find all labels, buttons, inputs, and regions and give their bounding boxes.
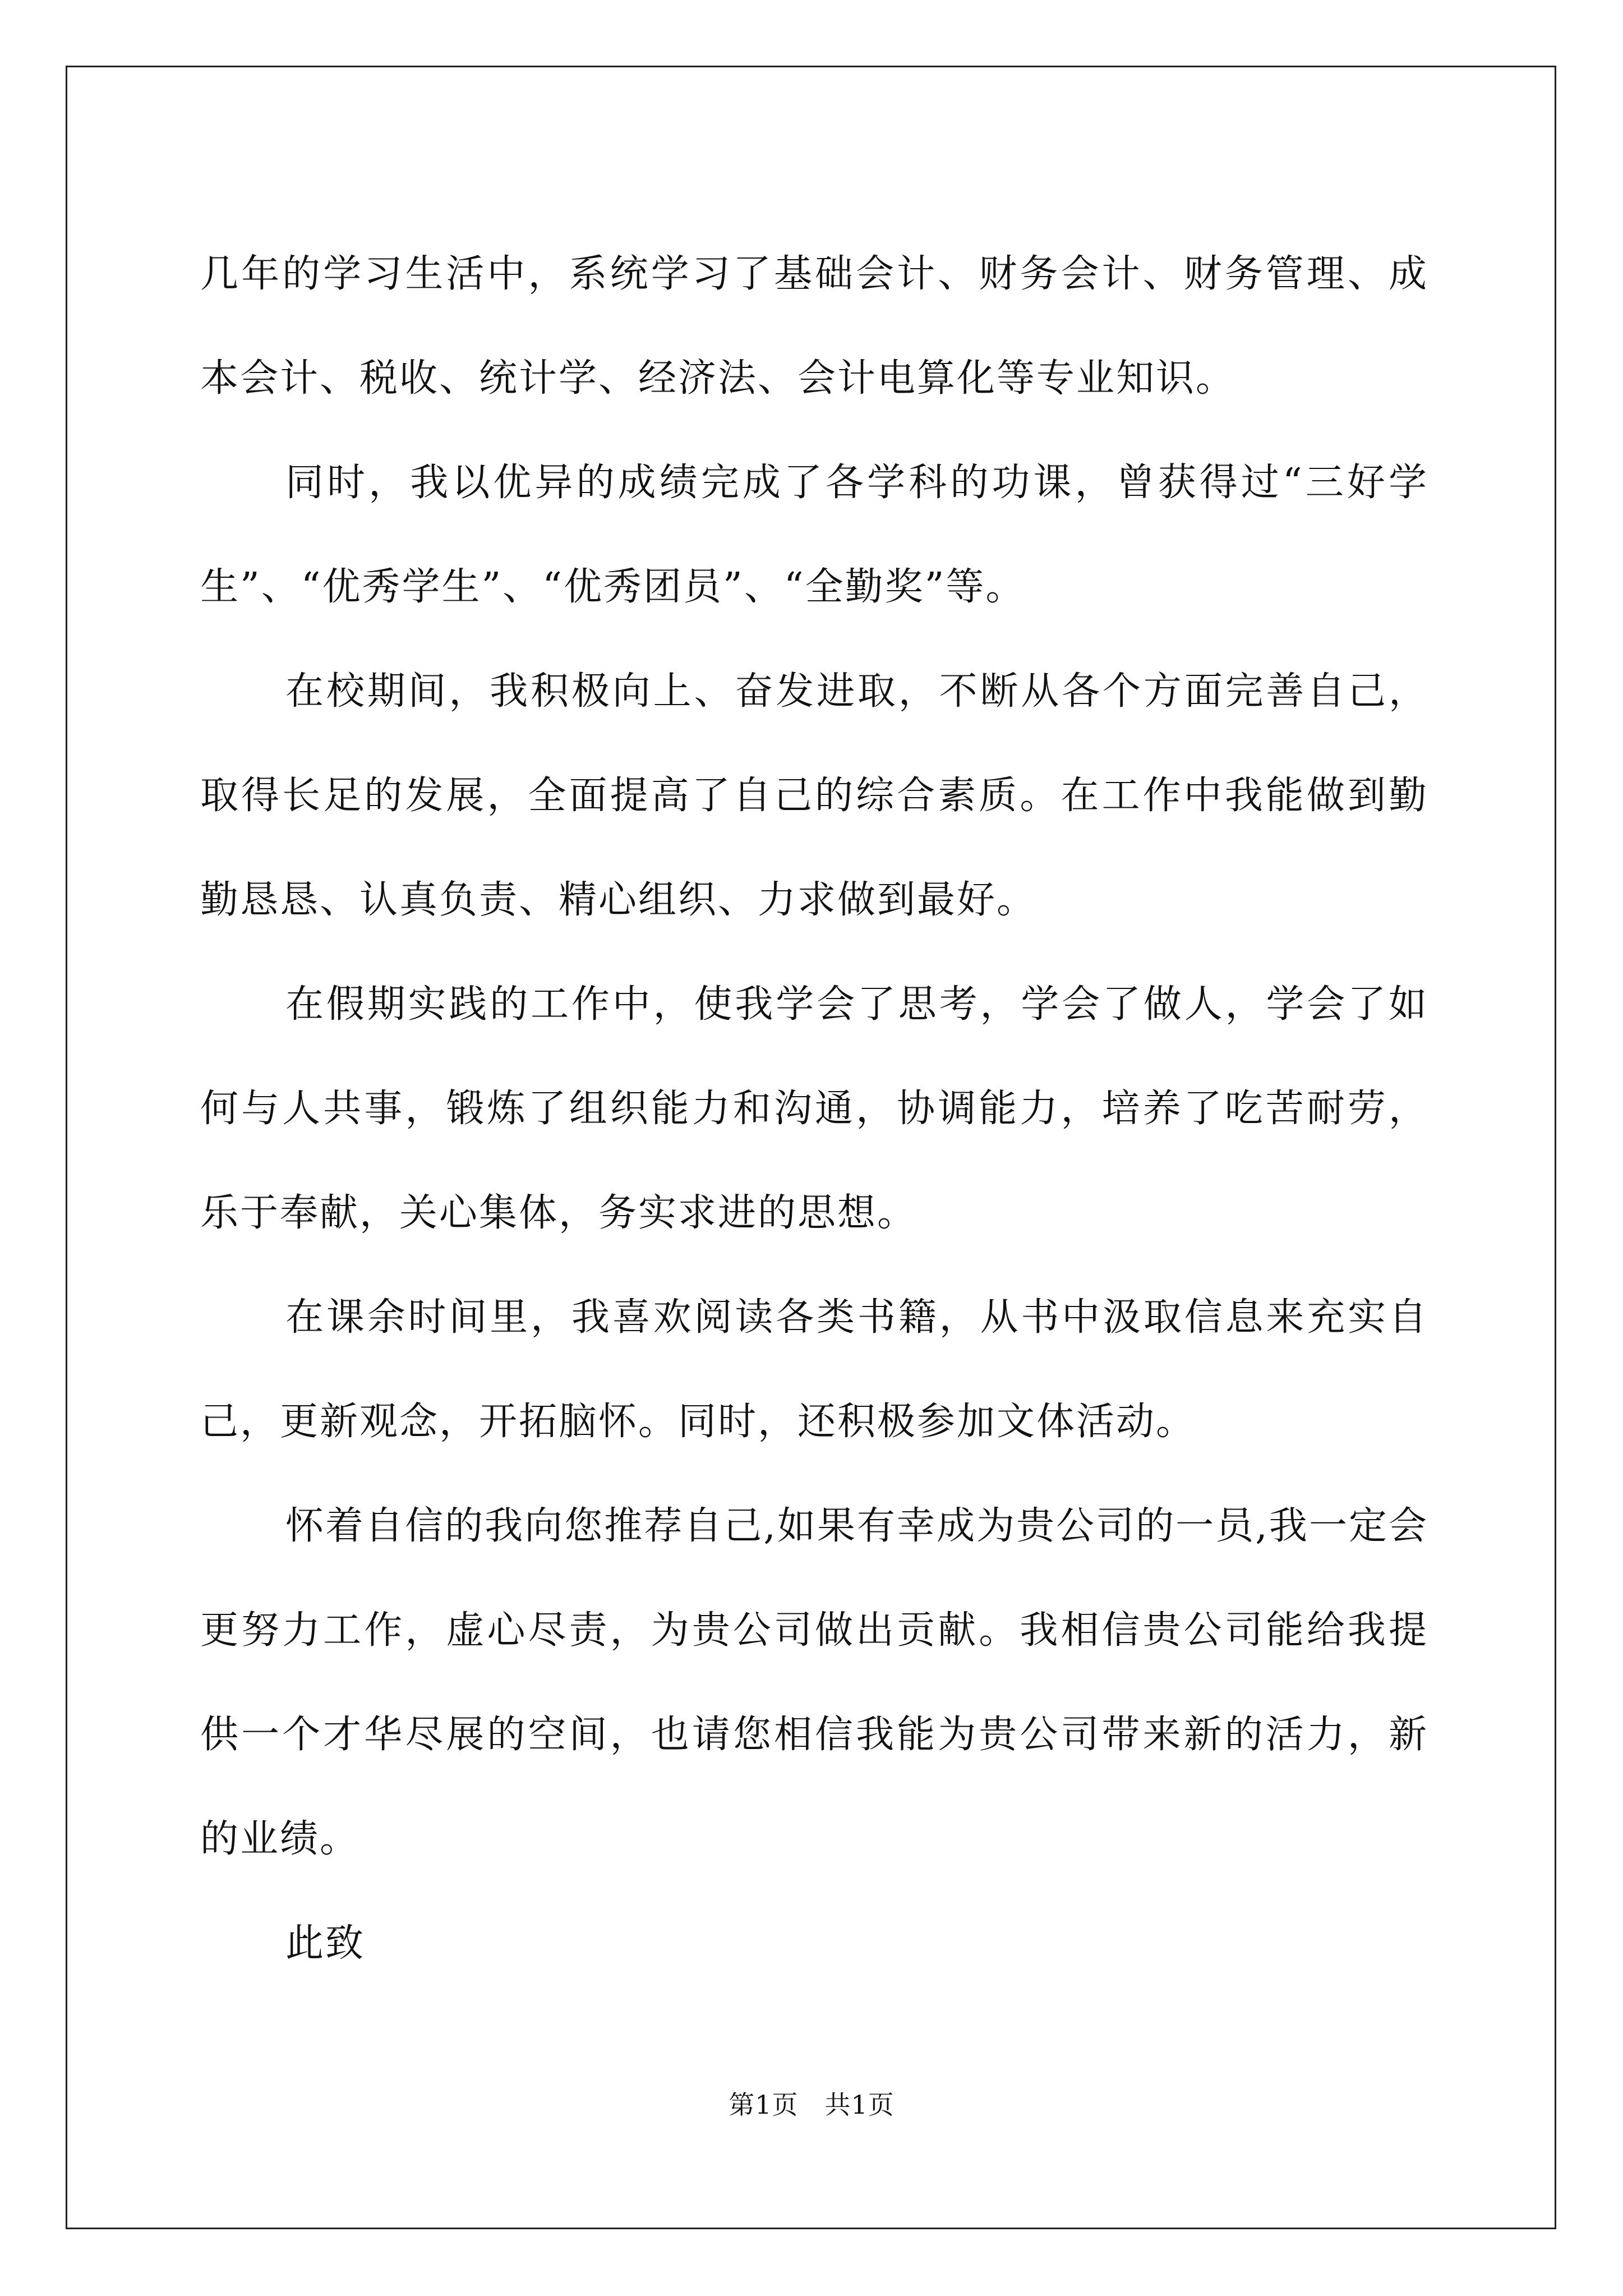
- paragraph-2: 同时，我以优异的成绩完成了各学科的功课，曾获得过“三好学生”、“优秀学生”、“优秀团员”、“全勤奖”等。: [200, 461, 1428, 609]
- paragraph-6: 怀着自信的我向您推荐自己,如果有幸成为贵公司的一员,我一定会更努力工作，虚心尽责，为贵公司做出贡献。我相信贵公司能给我提供一个才华尽展的空间，也请您相信我能为贵公司带来新的活力，新的业绩。: [200, 1504, 1428, 1861]
- page-number-footer: 第1页 共1页: [728, 2090, 895, 2120]
- paragraph-1: 几年的学习生活中，系统学习了基础会计、财务会计、财务管理、成本会计、税收、统计学、经济法、会计电算化等专业知识。: [200, 252, 1428, 401]
- paragraph-4: 在假期实践的工作中，使我学会了思考，学会了做人，学会了如何与人共事，锻炼了组织能力和沟通，协调能力，培养了吃苦耐劳，乐于奉献，关心集体，务实求进的思想。: [200, 982, 1428, 1235]
- closing-salutation: 此致: [285, 1921, 366, 1966]
- paragraph-5: 在课余时间里，我喜欢阅读各类书籍，从书中汲取信息来充实自己，更新观念，开拓脑怀。同时，还积极参加文体活动。: [200, 1295, 1428, 1444]
- paragraph-3: 在校期间，我积极向上、奋发进取，不断从各个方面完善自己，取得长足的发展，全面提高了自己的综合素质。在工作中我能做到勤勤恳恳、认真负责、精心组织、力求做到最好。: [200, 669, 1428, 922]
- document-body: [200, 222, 1428, 1996]
